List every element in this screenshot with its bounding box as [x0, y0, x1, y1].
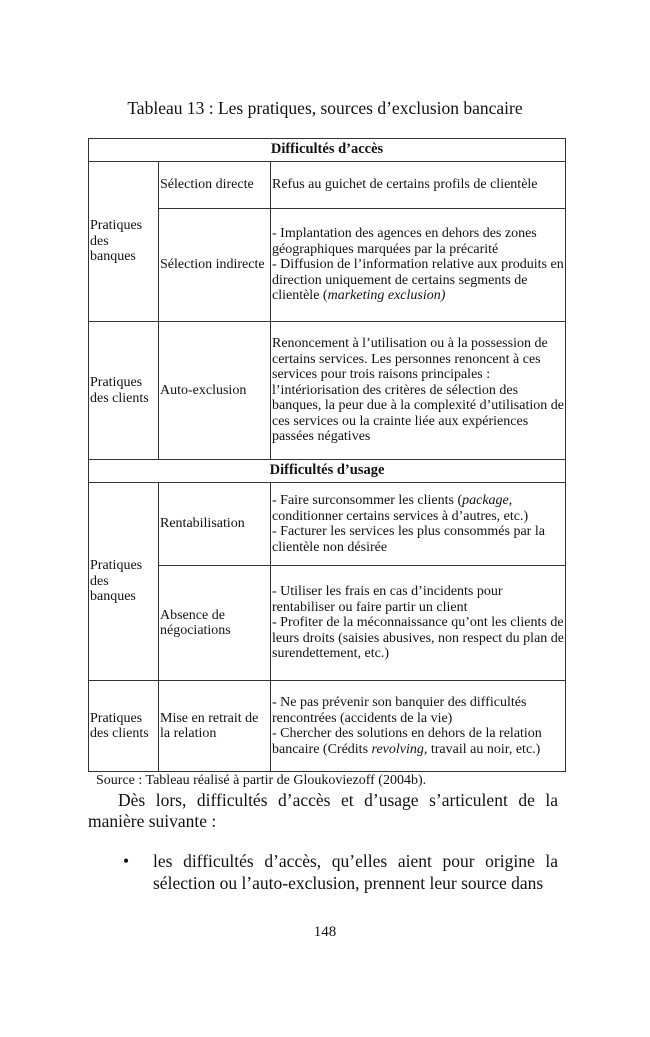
practice-cell: Auto-exclusion — [159, 322, 271, 460]
actor-cell: Pratiques des banques — [89, 162, 159, 322]
table-caption: Tableau 13 : Les pratiques, sources d’exclusion bancaire — [127, 98, 523, 118]
description-cell: - Faire surconsommer les clients (package, conditionner certains services à d’autres, etc.) - Facturer les services les plus consommés par la clientèle non désirée — [271, 483, 566, 566]
actor-cell: Pratiques des clients — [89, 681, 159, 772]
description-cell: - Implantation des agences en dehors des zones géographiques marquées par la précarité - Diffusion de l’information relative aux produits en direction uniquement de certains segments de clientèle (marketing exclusion) — [271, 209, 566, 322]
table-row — [89, 322, 566, 460]
table-row — [89, 681, 566, 772]
body-paragraph: Dès lors, difficultés d’accès et d’usage s’articulent de la manière suivante : — [88, 790, 558, 831]
bullet-text: les difficultés d’accès, qu’elles aient pour origine la sélection ou l’auto-exclusion, prennent leur source dans — [153, 851, 558, 893]
practice-cell: Sélection directe — [159, 162, 271, 209]
actor-cell: Pratiques des banques — [89, 483, 159, 681]
table-row — [89, 483, 566, 566]
practice-cell: Absence de négociations — [159, 566, 271, 681]
section-title-access: Difficultés d’accès — [89, 139, 566, 162]
table-source: Source : Tableau réalisé à partir de Gloukoviezoff (2004b). — [96, 773, 427, 788]
practice-cell: Rentabilisation — [159, 483, 271, 566]
description-cell: - Ne pas prévenir son banquier des difficultés rencontrées (accidents de la vie) - Chercher des solutions en dehors de la relation bancaire (Crédits revolving, travail au noir, etc.) — [271, 681, 566, 772]
description-cell: - Utiliser les frais en cas d’incidents pour rentabiliser ou faire partir un client - Profiter de la méconnaissance qu’ont les clients de leurs droits (saisies abusives, non respect du plan de surendettement, etc.) — [271, 566, 566, 681]
actor-cell: Pratiques des clients — [89, 322, 159, 460]
section-header-row — [89, 139, 566, 162]
practice-cell: Mise en retrait de la relation — [159, 681, 271, 772]
table-row — [89, 209, 566, 322]
practice-cell: Sélection indirecte — [159, 209, 271, 322]
table-row — [89, 162, 566, 209]
section-header-row — [89, 460, 566, 483]
description-cell: Refus au guichet de certains profils de clientèle — [271, 162, 566, 209]
page-number: 148 — [313, 924, 337, 940]
description-cell: Renoncement à l’utilisation ou à la possession de certains services. Les personnes renoncent à ces services pour trois raisons principales : l’intériorisation des critères de sélection des banques, la peur due à la complexité d’utilisation de ces services ou la crainte liée aux expériences passées négatives — [271, 322, 566, 460]
table-row — [89, 566, 566, 681]
section-title-usage: Difficultés d’usage — [89, 460, 566, 483]
exclusion-table — [88, 138, 566, 772]
bullet-icon: • — [123, 851, 130, 871]
